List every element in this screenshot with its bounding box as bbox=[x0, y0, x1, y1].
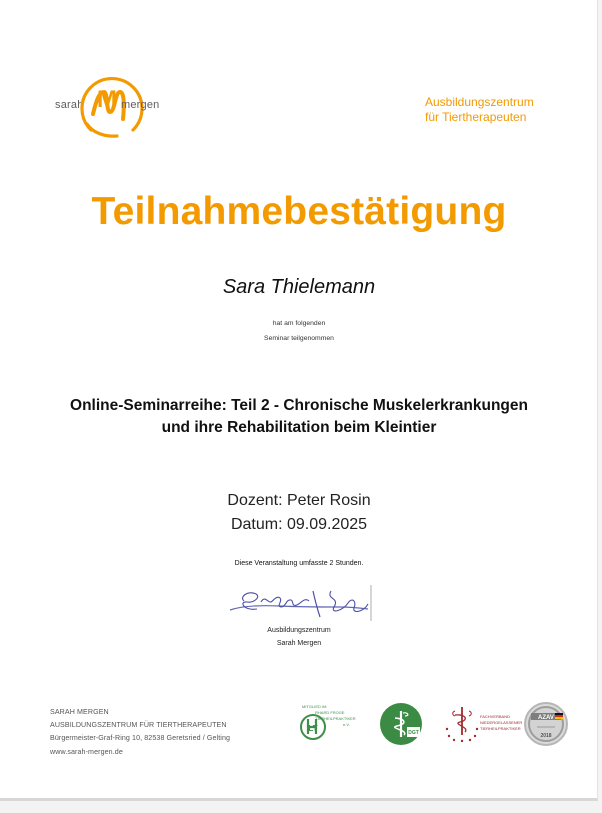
intro-line-1: hat am folgenden bbox=[272, 320, 326, 327]
svg-text:2018: 2018 bbox=[540, 733, 552, 739]
svg-text:DGT: DGT bbox=[408, 730, 419, 736]
footer-center-name: AUSBILDUNGSZENTRUM FÜR TIERTHERAPEUTEN bbox=[50, 721, 227, 730]
caduceus-dgt-icon bbox=[380, 703, 422, 745]
footer-website: www.sarah-mergen.de bbox=[50, 747, 123, 756]
azav-seal-icon bbox=[524, 702, 568, 746]
header-line-1: Ausbildungszentrum bbox=[425, 95, 534, 109]
seminar-line-1: Online-Seminarreihe: Teil 2 - Chronische Muskelerkrankungen bbox=[70, 397, 528, 414]
seminar-date: Datum: 09.09.2025 bbox=[230, 516, 368, 533]
membership-logo-icon: LT MITGLIED IM RHARD FROGE TIERHEILPRAKTIKER e.V. bbox=[298, 703, 356, 749]
footer-address bbox=[50, 706, 230, 759]
logo-right-text: mergen bbox=[121, 99, 160, 111]
seminar-details bbox=[0, 489, 598, 537]
signer-line-2: Sarah Mergen bbox=[276, 640, 322, 647]
header-institution bbox=[425, 95, 555, 125]
logo-mark: M bbox=[97, 86, 117, 113]
intro-line-2: Seminar teilgenommen bbox=[264, 335, 334, 342]
lecturer: Dozent: Peter Rosin bbox=[227, 492, 371, 509]
signature bbox=[222, 578, 374, 626]
caduceus-stars-icon: FACHVERBAND NIEDERGELASSENER TIERHEILPRAKTIKER bbox=[442, 704, 514, 744]
seminar-line-2: und ihre Rehabilitation beim Kleintier bbox=[161, 419, 437, 436]
participant-name: Sara Thielemann bbox=[222, 276, 376, 298]
signer-line-1: Ausbildungszentrum bbox=[267, 627, 331, 634]
footer-company-name: SARAH MERGEN bbox=[50, 708, 109, 716]
footer-address-line: Bürgermeister-Graf-Ring 10, 82538 Geretsried / Gelting bbox=[50, 734, 231, 743]
svg-text:LT: LT bbox=[308, 724, 318, 733]
header-line-2: für Tiertherapeuten bbox=[425, 110, 527, 124]
svg-text:AZAV: AZAV bbox=[538, 715, 554, 721]
certificate-title: Teilnahmebestätigung bbox=[91, 190, 507, 233]
sarah-mergen-logo bbox=[55, 72, 165, 142]
duration-note: Diese Veranstaltung umfasste 2 Stunden. bbox=[234, 560, 364, 567]
seminar-title bbox=[40, 395, 558, 439]
logo-left-text: sarah bbox=[55, 99, 84, 111]
